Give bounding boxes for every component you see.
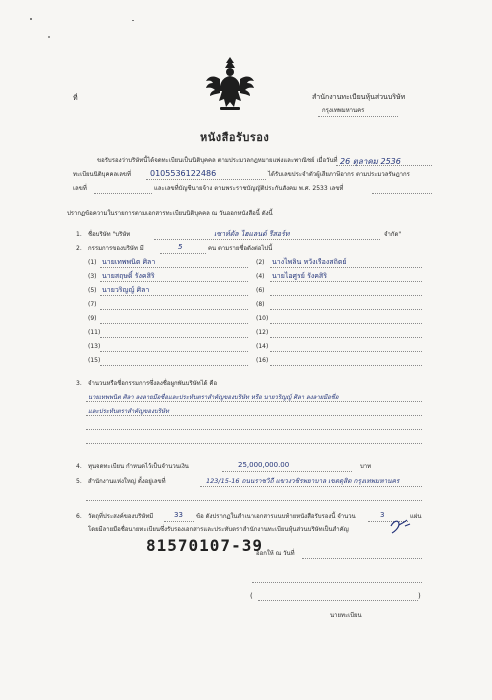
- fill-line: [270, 323, 422, 324]
- intro-line3-label: เลขที่: [73, 185, 87, 192]
- item6-post: แผ่น: [410, 513, 422, 520]
- item6-mid: ข้อ ดังปรากฏในสำเนาเอกสารแนบท้ายหนังสือรับรองนี้ จำนวน: [196, 513, 356, 520]
- director-number: (8): [256, 301, 265, 308]
- office-city: กรุงเทพมหานคร: [322, 107, 365, 114]
- director-number: (16): [256, 357, 269, 364]
- item2-label-post: คน ตามรายชื่อดังต่อไปนี้: [208, 245, 273, 252]
- registered-capital: 25,000,000.00: [238, 461, 290, 469]
- director-name: นายวริญญ์ ศิลา: [102, 286, 150, 294]
- item6-pre: วัตถุที่ประสงค์ของบริษัทมี: [88, 513, 154, 520]
- item3-label: จำนวนหรือชื่อกรรมการซึ่งลงชื่อผูกพันบริษัทได้ คือ: [88, 380, 218, 387]
- director-number: (6): [256, 287, 265, 294]
- item6-line2: โดยมีลายมือชื่อนายทะเบียนซึ่งรับรองเอกสารและประทับตราสำนักงานทะเบียนหุ้นส่วนบริษัทเป็นสำคัญ: [88, 526, 349, 533]
- director-number: (14): [256, 343, 269, 350]
- item4-unit: บาท: [360, 463, 372, 470]
- fill-line: [100, 295, 248, 296]
- page-marker: ที่: [73, 94, 78, 102]
- fill-line: [270, 267, 422, 268]
- head-office-address: 123/15-16 ถนนราชวิถี แขวงวชิรพยาบาล เขตดุสิต กรุงเทพมหานคร: [206, 477, 400, 485]
- intro-note: ปรากฏข้อความในรายการตามเอกสารทะเบียนนิติบุคคล ณ วันออกหนังสือนี้ ดังนี้: [67, 210, 273, 217]
- director-number: (3): [88, 273, 97, 280]
- intro-line3-text: และเลขที่บัญชีนายจ้าง ตามพระราชบัญญัติประกันสังคม พ.ศ. 2533 เลขที่: [154, 185, 344, 192]
- director-number: (7): [88, 301, 97, 308]
- fill-line: [100, 309, 248, 310]
- scan-speck: [48, 36, 50, 38]
- fill-line: [270, 295, 422, 296]
- director-count: 5: [178, 243, 183, 251]
- registration-number: 0105536122486: [150, 169, 217, 178]
- item5-label: สำนักงานแห่งใหญ่ ตั้งอยู่เลขที่: [88, 478, 166, 485]
- director-number: (4): [256, 273, 265, 280]
- certificate-number-stamp: 81570107-39: [146, 536, 263, 555]
- item2-number: 2.: [76, 245, 82, 252]
- director-number: (10): [256, 315, 269, 322]
- objectives-count: 33: [174, 511, 183, 519]
- garuda-emblem-icon: [205, 55, 255, 113]
- signing-authority-line1: นายเทพพนิต ศิลา ลงลายมือชื่อและประทับตราสำคัญของบริษัท หรือ นายวริญญ์ ศิลา ลงลายมือชื่อ: [88, 394, 339, 401]
- director-number: (5): [88, 287, 97, 294]
- signature-open-paren: (: [250, 592, 253, 600]
- registration-date: 26 ตุลาคม 2536: [340, 157, 401, 166]
- director-name: นางไพลิน หวังเรืองสถิตย์: [272, 258, 347, 266]
- fill-line: [100, 281, 248, 282]
- fill-line: [100, 267, 248, 268]
- director-number: (13): [88, 343, 101, 350]
- intro-line2-text: ได้รับเลขประจำตัวผู้เสียภาษีอากร ตามประมวลรัษฎากร: [268, 171, 410, 178]
- director-name: นายไอศูรย์ รังคสิริ: [272, 272, 327, 280]
- item2-label: กรรมการของบริษัท มี: [88, 245, 144, 252]
- item4-label: ทุนจดทะเบียน กำหนดไว้เป็นจำนวนเงิน: [88, 463, 189, 470]
- company-name: เซาท์ตัล ไฮแลนด์ รีสอร์ท: [214, 230, 290, 238]
- fill-line: [100, 323, 248, 324]
- director-name: นายสฤษดิ์ รังคสิริ: [102, 272, 155, 280]
- office-name: สำนักงานทะเบียนหุ้นส่วนบริษัท: [312, 93, 406, 101]
- director-name: นายเทพพนิต ศิลา: [102, 258, 156, 266]
- intro-line1: ขอรับรองว่าบริษัทนี้ได้จดทะเบียนเป็นนิติบุคคล ตามประมวลกฎหมายแพ่งและพาณิชย์ เมื่อวันที่: [97, 157, 338, 164]
- fill-line: [270, 337, 422, 338]
- scan-speck: [132, 20, 134, 21]
- director-number: (12): [256, 329, 269, 336]
- issue-date-label: ออกให้ ณ วันที่: [256, 550, 295, 557]
- handwritten-initial: [388, 516, 414, 536]
- intro-line2-label: ทะเบียนนิติบุคคลเลขที่: [73, 171, 131, 178]
- fill-line: [100, 337, 248, 338]
- page-title: หนังสือรับรอง: [200, 131, 270, 144]
- registrar-title: นายทะเบียน: [330, 612, 362, 619]
- director-number: (2): [256, 259, 265, 266]
- attachment-pages: 3: [380, 511, 385, 519]
- director-number: (15): [88, 357, 101, 364]
- fill-line: [100, 351, 248, 352]
- item5-number: 5.: [76, 478, 82, 485]
- fill-line: [270, 351, 422, 352]
- item3-number: 3.: [76, 380, 82, 387]
- item1-suffix: จำกัด": [384, 231, 402, 238]
- director-number: (1): [88, 259, 97, 266]
- scan-speck: [30, 18, 32, 20]
- signature-close-paren: ): [418, 592, 421, 600]
- fill-line: [100, 365, 248, 366]
- item4-number: 4.: [76, 463, 82, 470]
- fill-line: [270, 309, 422, 310]
- item6-number: 6.: [76, 513, 82, 520]
- fill-line: [270, 281, 422, 282]
- item1-number: 1.: [76, 231, 82, 238]
- director-number: (9): [88, 315, 97, 322]
- item1-label: ชื่อบริษัท "บริษัท: [88, 231, 131, 238]
- signing-authority-line2: และประทับตราสำคัญของบริษัท: [88, 408, 170, 415]
- director-number: (11): [88, 329, 101, 336]
- fill-line: [270, 365, 422, 366]
